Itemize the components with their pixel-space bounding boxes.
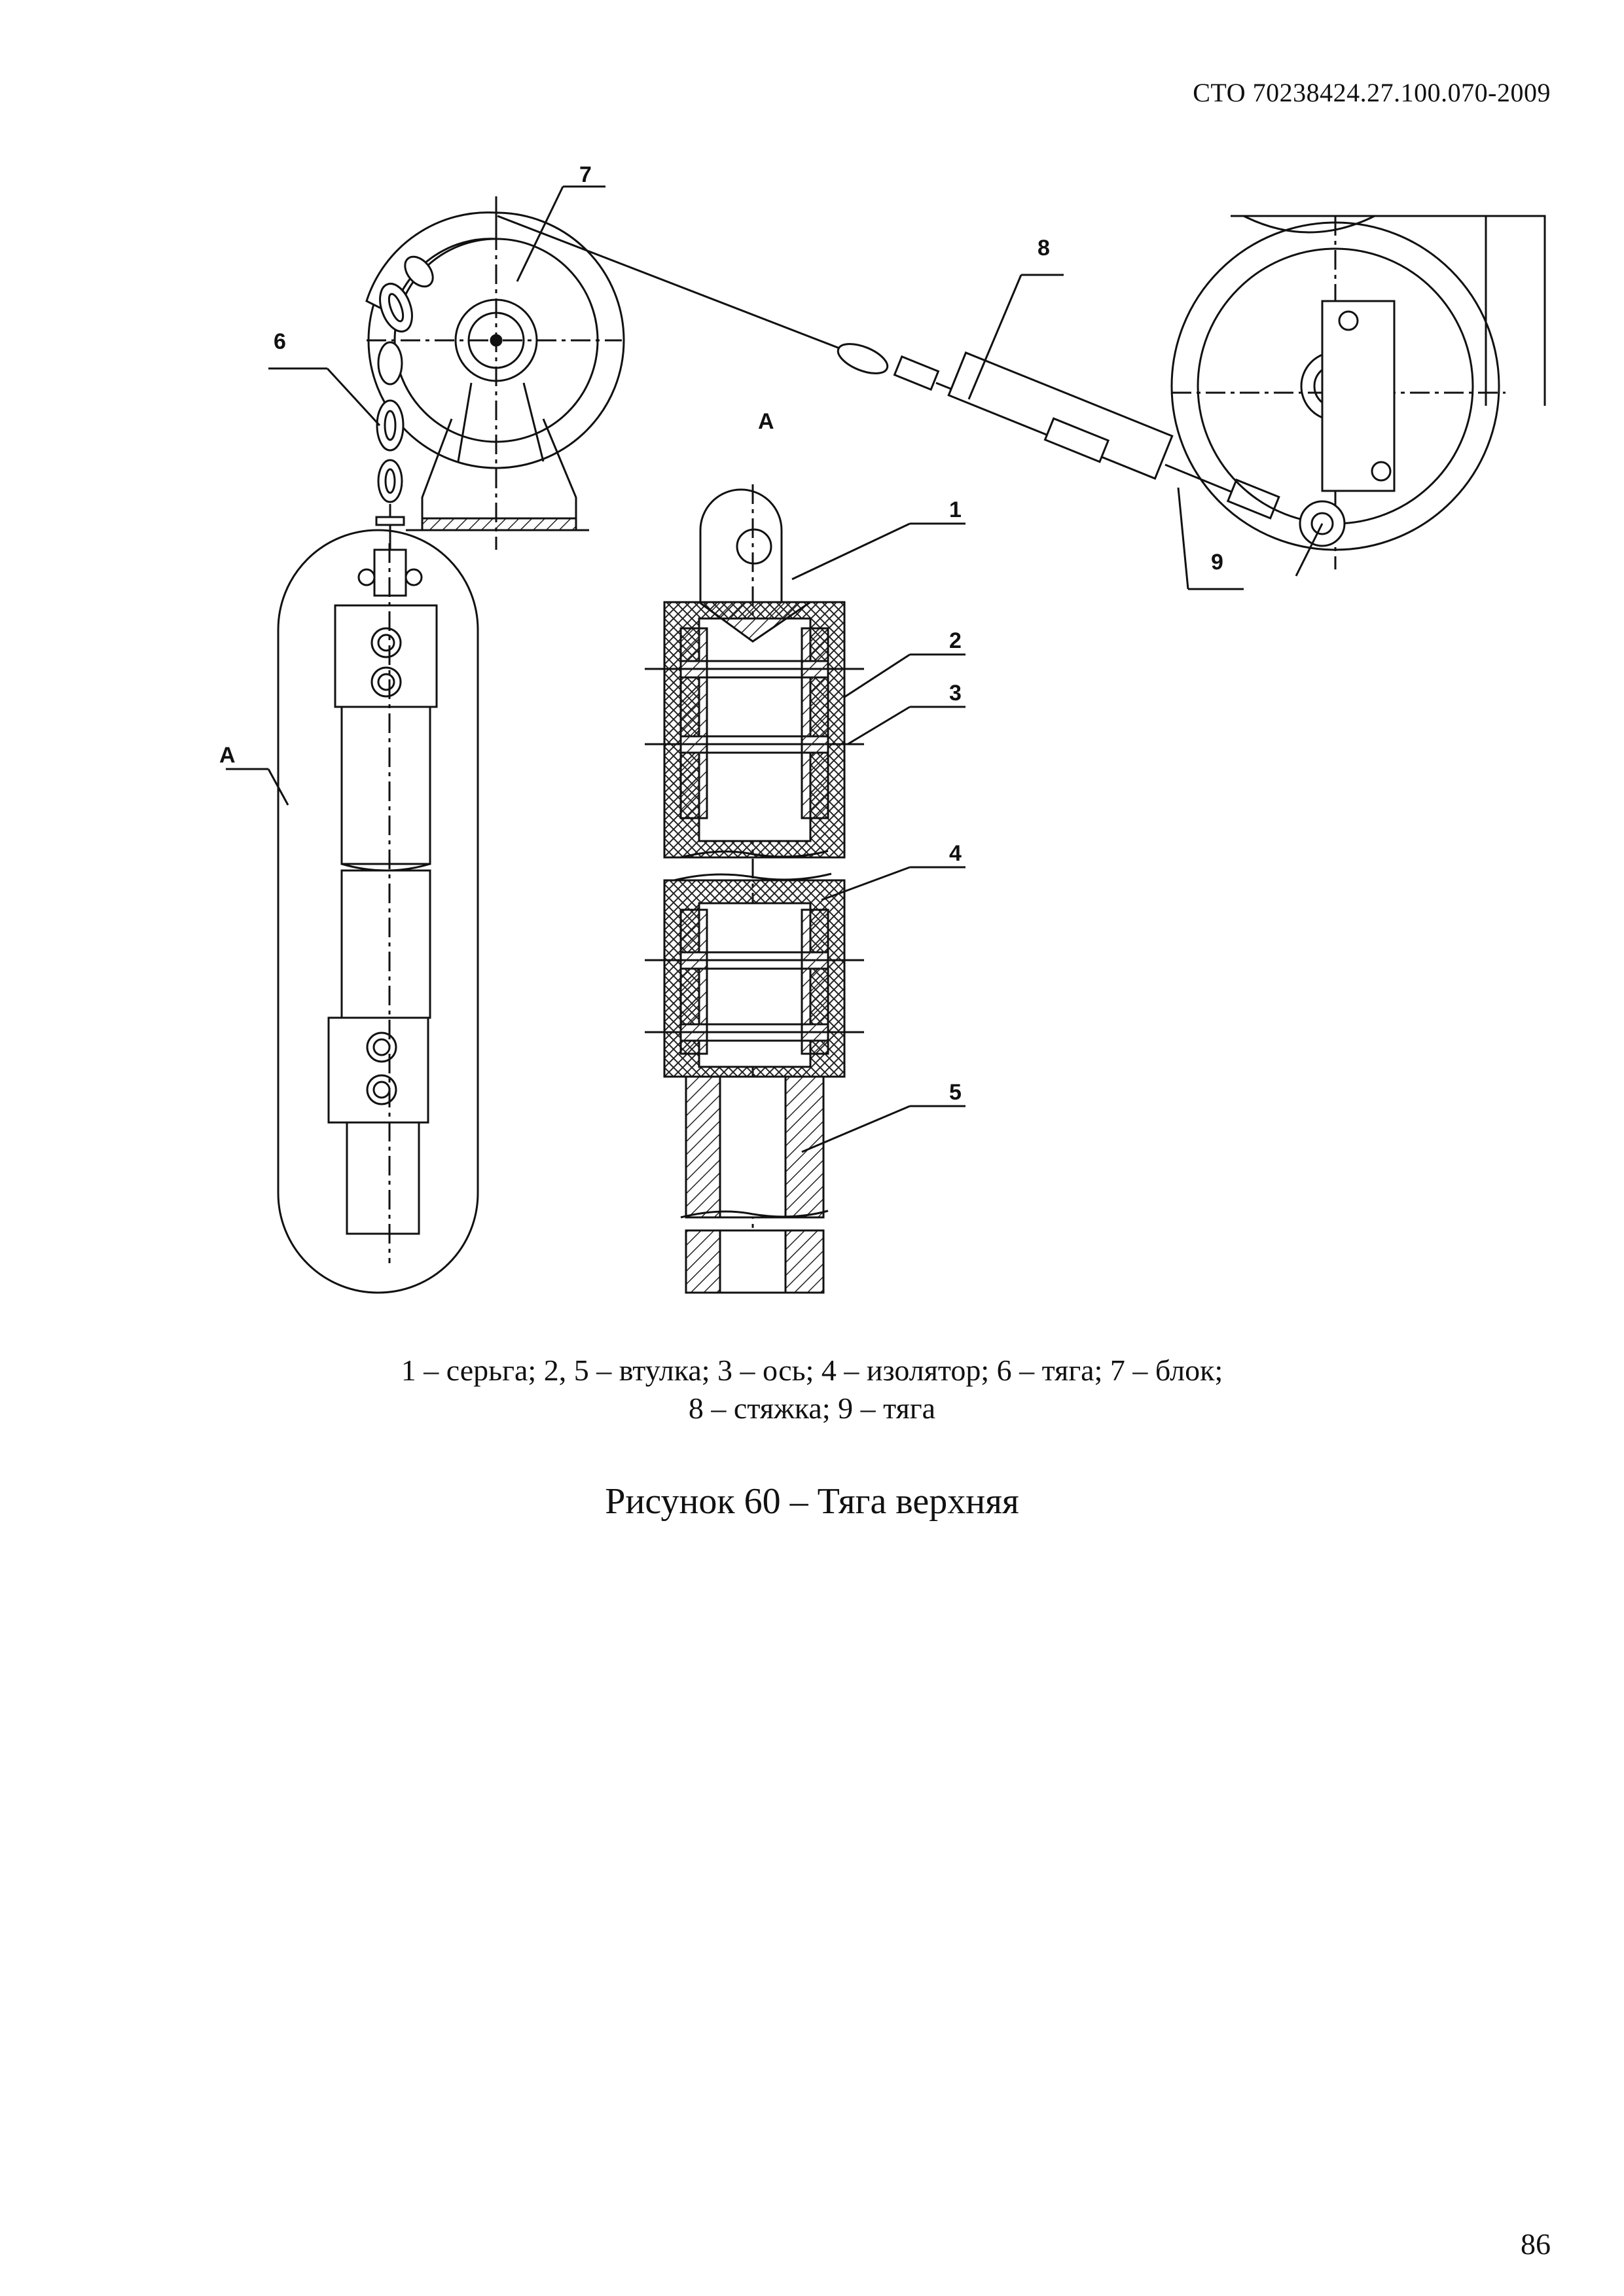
block-support (406, 419, 589, 530)
label-view-a-top: А (758, 409, 774, 434)
section-view-a (645, 484, 864, 1293)
label-9: 9 (1211, 550, 1223, 575)
figure-legend (0, 1352, 1624, 1427)
document-code: СТО 70238424.27.100.070-2009 (1193, 78, 1551, 107)
label-3: 3 (949, 681, 962, 706)
label-2: 2 (949, 628, 962, 653)
figure-title: Рисунок 60 – Тяга верхняя (605, 1481, 1019, 1522)
label-8: 8 (1038, 236, 1050, 260)
legend-line-2: 8 – стяжка; 9 – тяга (688, 1391, 936, 1425)
label-view-a-left: А (219, 743, 236, 768)
label-5: 5 (949, 1080, 962, 1105)
page-number: 86 (1521, 2227, 1551, 2261)
label-7: 7 (579, 162, 592, 187)
label-6: 6 (274, 329, 286, 354)
label-1: 1 (949, 497, 962, 522)
rod-assembly-left (329, 543, 437, 1263)
legend-line-1: 1 – серьга; 2, 5 – втулка; 3 – ось; 4 – изолятор; 6 – тяга; 7 – блок; (401, 1354, 1223, 1387)
tension-rod-assembly (497, 216, 1279, 518)
label-4: 4 (949, 841, 962, 866)
drive-wheel (1172, 216, 1545, 576)
